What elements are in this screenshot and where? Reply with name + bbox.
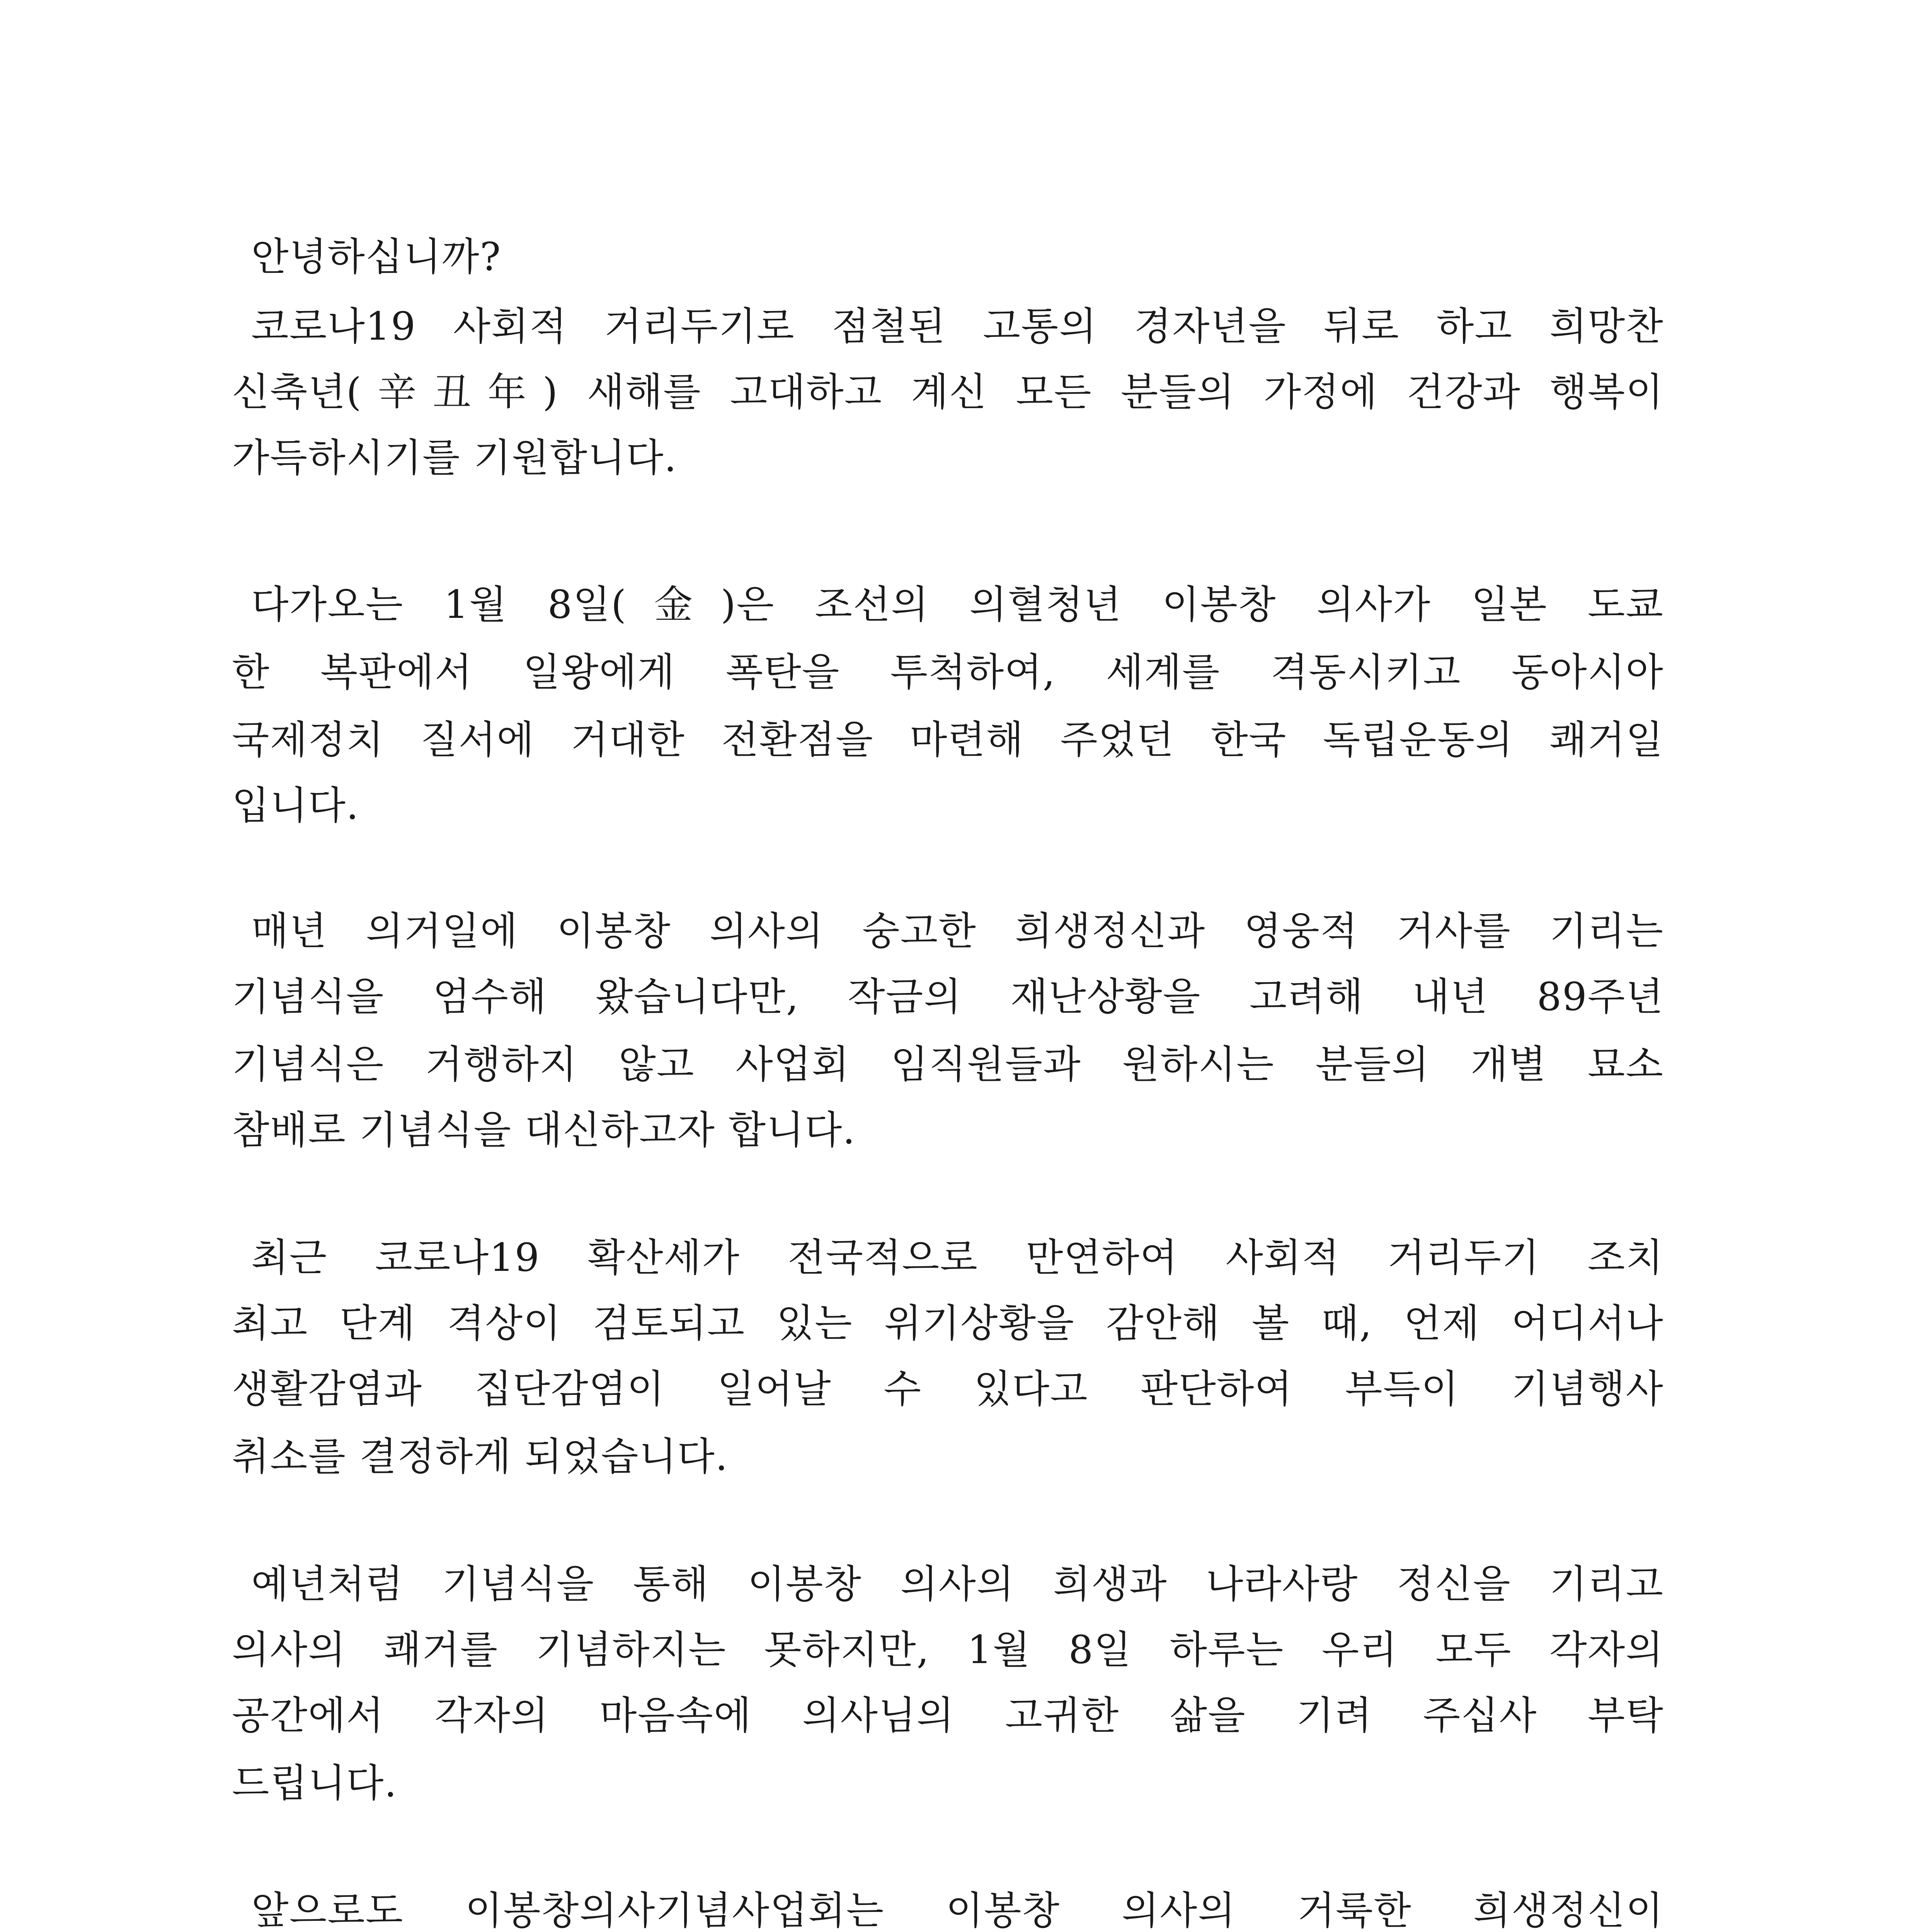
paragraph-5-line-1: 예년처럼 기념식을 통해 이봉창 의사의 희생과 나라사랑 정신을 기리고: [251, 1561, 1664, 1607]
paragraph-4-line-1: 최근 코로나19 확산세가 전국적으로 만연하여 사회적 거리두기 조치: [251, 1235, 1664, 1280]
paragraph-1-line-3: 가득하시기를 기원합니다.: [232, 435, 678, 480]
paragraph-3-line-2: 기념식을 엄수해 왔습니다만, 작금의 재난상황을 고려해 내년 89주년: [232, 974, 1664, 1019]
greeting: 안녕하십니까?: [251, 234, 502, 279]
paragraph-1-line-2: 신축년(辛丑年) 새해를 고대하고 계신 모든 분들의 가정에 건강과 행복이: [232, 369, 1664, 415]
paragraph-3-line-1: 매년 의거일에 이봉창 의사의 숭고한 희생정신과 영웅적 거사를 기리는: [251, 908, 1664, 954]
paragraph-2-line-4: 입니다.: [232, 783, 359, 828]
paragraph-4-line-2: 최고 단계 격상이 검토되고 있는 위기상황을 감안해 볼 때, 언제 어디서나: [232, 1301, 1664, 1346]
paragraph-5-line-2: 의사의 쾌거를 기념하지는 못하지만, 1월 8일 하루는 우리 모두 각자의: [232, 1627, 1664, 1672]
paragraph-4-line-3: 생활감염과 집단감염이 일어날 수 있다고 판단하여 부득이 기념행사: [232, 1366, 1664, 1412]
paragraph-2-line-3: 국제정치 질서에 거대한 전환점을 마련해 주었던 한국 독립운동의 쾌거일: [232, 717, 1664, 762]
paragraph-3-line-3: 기념식은 거행하지 않고 사업회 임직원들과 원하시는 분들의 개별 묘소: [232, 1042, 1664, 1087]
paragraph-1-line-1: 코로나19 사회적 거리두기로 점철된 고통의 경자년을 뒤로 하고 희망찬: [251, 304, 1664, 349]
paragraph-5-line-4: 드립니다.: [232, 1760, 398, 1806]
paragraph-6-line-1: 앞으로도 이봉창의사기념사업회는 이봉창 의사의 거룩한 희생정신이: [251, 1888, 1664, 1932]
paragraph-2-line-2: 한 복판에서 일왕에게 폭탄을 투척하여, 세계를 격동시키고 동아시아: [232, 650, 1664, 695]
paragraph-4-line-4: 취소를 결정하게 되었습니다.: [232, 1434, 729, 1479]
paragraph-2-line-1: 다가오는 1월 8일(金)은 조선의 의혈청년 이봉창 의사가 일본 도쿄: [251, 582, 1664, 627]
paragraph-3-line-4: 참배로 기념식을 대신하고자 합니다.: [232, 1107, 856, 1153]
paragraph-5-line-3: 공간에서 각자의 마음속에 의사님의 고귀한 삶을 기려 주십사 부탁: [232, 1693, 1664, 1738]
